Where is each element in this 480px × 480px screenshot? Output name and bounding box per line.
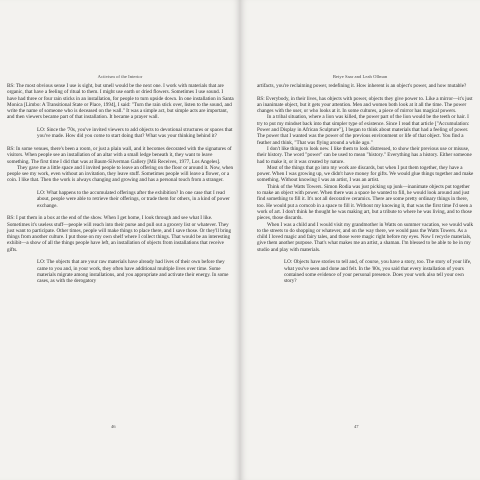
paragraph: LO: What happens to the accumulated offerings after the exhibition? In one case that I read about, people were able to retrieve their offerings, or trade them for others, in a kind of power exchange. [37,190,230,209]
paragraph: When I was a child and I would visit my grandmother in Watts on summer vacation, we would walk to the streets to do shopping or whatever, and on the way there, we would pass the Watts Towers. As a child I loved magic and fairy tales, and those were magic right before my eyes. Now I recycle materials, give them another purpose. That's what makes me an artist, a shaman. I'm blessed to be able to be in my studio and play with materials. [257,221,474,253]
paragraph: artifacts, you're reclaiming power, redefining it. How inherent is an object's power, and how mutable? [257,83,467,89]
paragraph: Most of the things that go into my work are discards, but when I put them together, they have a power. When I was growing up, we didn't have money for gifts. We would glue things together and make something. Without knowing I was an artist, I was an artist. [257,164,474,184]
paragraph: They gave me a little space and I invited people to leave an offering on the floor or around it. Now, when people see my work, even without an invitation, they leave stuff. Sometimes people will leave a flower, or a coin. I like that. Then the work is always changing and growing and has a personal touch from a stranger. [7,164,234,184]
paragraph: BS: I put them in a box at the end of the show. When I get home, I look through and see what I like. Sometimes it's useless stuff—people will reach into their purse and pull out a grocery list or whatever. They just want to participate. Other times, people will make things to place there, and I save those. Or they'll bring things from another culture. I put those on my own shelf where I collect things. That would be an interesting exhibit—a show of all the things people have left, an installation of objects from installations that receive gifts. [7,215,232,253]
paragraph: I don't like things to look new. I like them to look distressed, to show their previous use or misuse, their history. The word "power" can be used to mean "history." Everything has a history. Either someone had to make it, or it was created by nature. [257,145,472,165]
paragraph: LO: Objects have stories to tell and, of course, you have a story, too. The story of your life, what you've seen and done and felt. In the '80s, you said that every installation of yours contained some evidence of your personal presence. Does your work also tell your own story? [284,259,472,285]
paragraph: LO: The objects that are your raw materials have already had lives of their own before they came to you and, in your work, they often have additional multiple lives over time. Some materials migrate among installations, and you appropriate and activate their energy. In some cases, as with the derogatory [37,259,229,285]
paragraph: Think of the Watts Towers. Simon Rodia was just picking up junk—inanimate objects put together to make an object with power. When there was a space he wanted to fill, he would look around and just find something to fill it. It's not all decorative ceramics. There are some pretty ordinary things in there, too. He would put a corncob in a space to fill it. Without my knowing it, that was the first time I'd seen a work of art. I don't think he thought he was making art, but a tribute to where he was living, and to those pieces, those discards. [257,183,472,222]
left-page-body [7,83,234,285]
running-head-right: Betye Saar and Leah Ollman [332,74,388,79]
right-page-body [257,83,475,285]
paragraph: LO: Since the '70s, you've invited viewers to add objects to devotional structures or spaces that you've made. How did you come to start doing that? What was your thinking behind it? [37,127,233,140]
right-page [240,0,480,480]
paragraph: BS: In some venues, there's been a room, or just a plain wall, and it becomes decorated with the signatures of visitors. When people see an installation of an altar with a small ledge beneath it, they want to leave something. The first time I did that was at Baum-Silverman Gallery [Mii Receives, 1977, Los Angeles]. [7,145,232,165]
page-number-left: 46 [111,424,116,429]
page-number-right: 47 [354,424,359,429]
paragraph: BS: Everybody, in their lives, has objects with power, objects they give power to. Like a mirror—it's just an inanimate object, but it gets your attention. Men and women both look at it all the time. The power changes with the user, or who looks at it. In some cultures, a piece of mirror has magical powers. [257,95,473,115]
paragraph: BS: The most obvious sense I use is sight, but smell would be the next one. I work with materials that are organic, that have a feeling of ritual to them. I might use earth or dried flowers. Sometimes I use sound. I have had three or four rain sticks in an installation, for people to turn upside down. In one installation in Santa Monica [Limbo: A Transitional State or Place, 1994], I said: "Turn the rain stick over, listen to the sound, and write the name of someone who is deceased on the wall." It was a simple act, but simple acts are important, and then viewers became part of that installation. It became a prayer wall. [7,83,234,121]
running-head-left: Activism of the Interior [97,74,143,79]
paragraph: In a tribal situation, where a lion was killed, the power part of the lion would be the teeth or hair. I try to put my mindset back into that simpler type of existence. Since I read that article ["Accumulation: Power and Display in African Sculpture"], I began to think about materials that had a feeling of power. The power that I wanted was the power of the previous environment or life of that object. You find a feather and think, "That was flying around a while ago." [257,114,470,146]
